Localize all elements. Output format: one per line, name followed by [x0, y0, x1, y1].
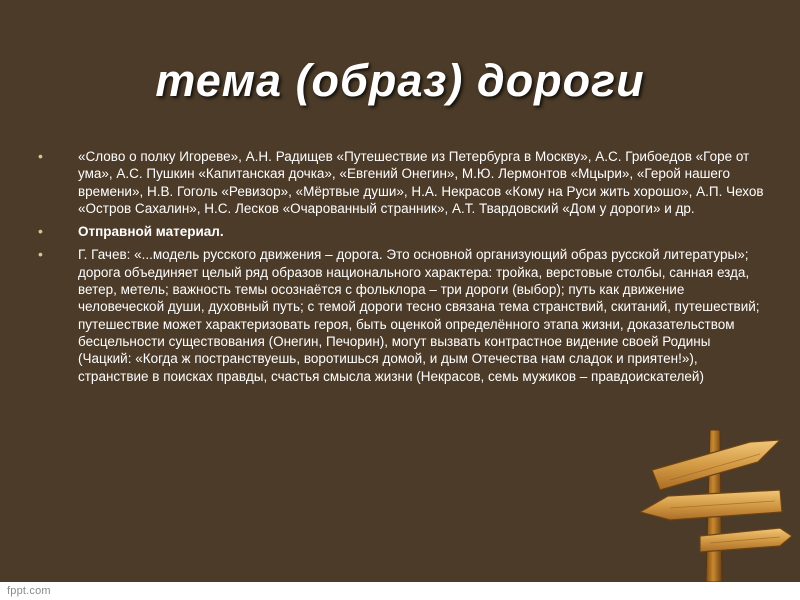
bullet-text: Отправной материал. [78, 224, 224, 240]
bullet-item [38, 223, 766, 240]
bullet-item [38, 246, 766, 384]
wooden-signpost-icon [630, 400, 800, 582]
bullet-text: Г. Гачев: «...модель русского движения – дорога. Это основной организующий образ русской литературы»; дорога объединяет целый ряд образов национального характера: тройка, верстовые столбы, санная езда, ветер, метель; важность темы осознаётся с фольклора – три дороги (выбор); путь как движение человеческой души, духовный путь; с темой дороги тесно связана тема странствий, скитаний, путешествий; путешествие может характеризовать героя, быть оценкой определённого этапа жизни, доказательством бесцельности существования (Онегин, Печорин), могут вызвать контрастное видение своей Родины (Чацкий: «Когда ж постранствуешь, воротишься домой, и дым Отечества нам сладок и приятен!»), странствие в поисках правды, счастья смысла жизни (Некрасов, семь мужиков – правдоискателей) [78, 247, 760, 384]
footer [0, 582, 800, 600]
bullet-item [38, 148, 766, 217]
bullet-dot-icon: • [38, 148, 43, 164]
bullet-dot-icon: • [38, 246, 43, 263]
footer-credit: fppt.com [7, 585, 51, 597]
bullet-text: «Слово о полку Игореве», А.Н. Радищев «Путешествие из Петербурга в Москву», А.С. Грибоедов «Горе от ума», А.С. Пушкин «Капитанская дочка», «Евгений Онегин», М.Ю. Лермонтов «Мцыри», «Герой нашего времени», Н.В. Гоголь «Ревизор», «Мёртвые души», Н.А. Некрасов «Кому на Руси жить хорошо», А.П. Чехов «Остров Сахалин», Н.С. Лесков «Очарованный странник», А.Т. Твардовский «Дом у дороги» и др. [78, 149, 764, 216]
bullet-dot-icon: • [38, 223, 43, 240]
slide-title: тема (образ) дороги [155, 55, 645, 106]
bullet-list [38, 148, 766, 391]
